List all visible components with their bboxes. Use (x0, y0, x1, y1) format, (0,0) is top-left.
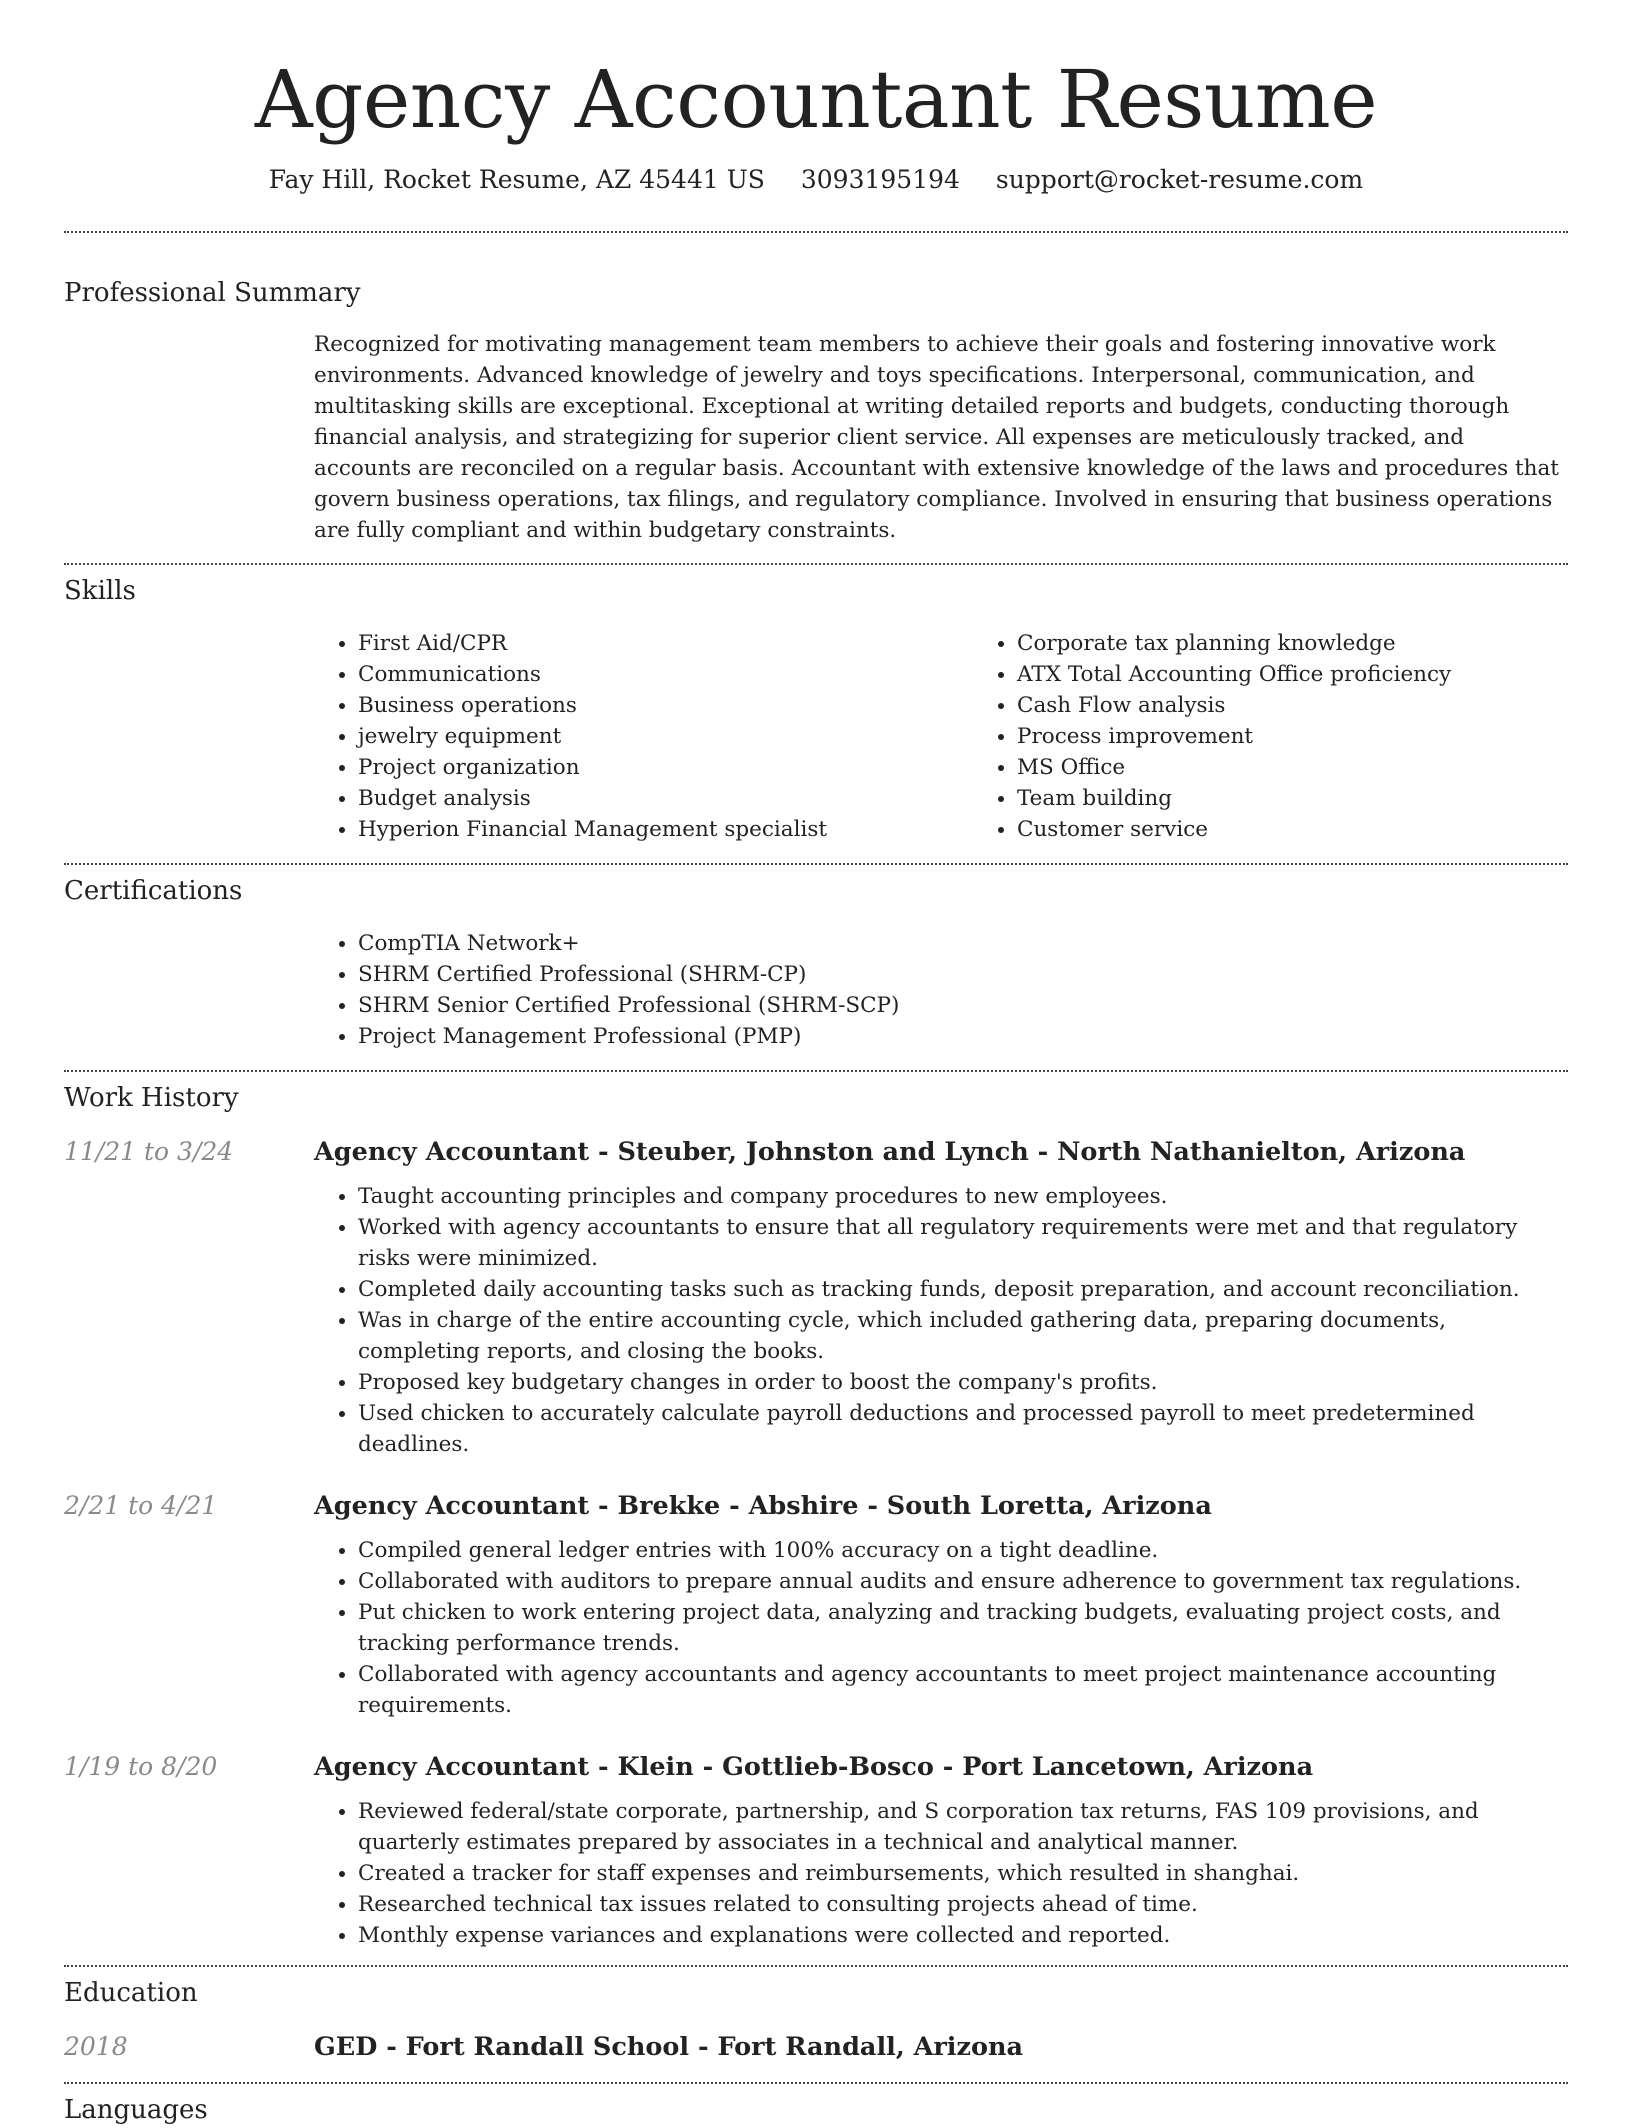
skill-item: • MS Office (1017, 752, 1632, 783)
job-bullet: • Proposed key budgetary changes in order to boost the company's profits. (358, 1367, 1568, 1398)
divider (64, 563, 1568, 565)
skills-list-left (314, 628, 973, 845)
job-dates: 1/19 to 8/20 (64, 1751, 218, 1781)
job-entry (64, 1136, 1568, 1460)
education-entry: GED - Fort Randall School - Fort Randall, Arizona (314, 2031, 1024, 2062)
education-heading: Education (64, 1978, 198, 2009)
job-bullet: • Reviewed federal/state corporate, partnership, and S corporation tax returns, FAS 109 provisions, and quarterly estimates prepared by associates in a technical and analytical manner. (358, 1796, 1568, 1858)
job-bullet: • Created a tracker for staff expenses and reimbursements, which resulted in shanghai. (358, 1858, 1568, 1889)
skill-item: • jewelry equipment (358, 721, 973, 752)
certifications-list (314, 928, 1568, 1052)
job-bullet: • Worked with agency accountants to ensure that all regulatory requirements were met and that regulatory risks were minimized. (358, 1212, 1568, 1274)
summary-text: Recognized for motivating management team members to achieve their goals and fostering innovative work environments. Advanced knowledge of jewelry and toys specifications. Interpersonal, communication, and multitasking skills are exceptional. Exceptional at writing detailed reports and budgets, conducting thorough financial analysis, and strategizing for superior client service. All expenses are meticulously tracked, and accounts are reconciled on a regular basis. Accountant with extensive knowledge of the laws and procedures that govern business operations, tax filings, and regulatory compliance. Involved in ensuring that business operations are fully compliant and within budgetary constraints. (314, 332, 1559, 544)
contact-address: Fay Hill, Rocket Resume, AZ 45441 US (268, 165, 765, 194)
resume-page (64, 0, 1568, 2128)
divider (64, 1965, 1568, 1967)
skill-item: • First Aid/CPR (358, 628, 973, 659)
job-bullets (314, 1796, 1568, 1951)
job-title: Agency Accountant - Klein - Gottlieb-Bosco - Port Lancetown, Arizona (314, 1751, 1314, 1782)
skill-item: • ATX Total Accounting Office proficiency (1017, 659, 1632, 690)
certifications-section (64, 875, 1568, 1052)
job-bullet: • Completed daily accounting tasks such as tracking funds, deposit preparation, and account reconciliation. (358, 1274, 1568, 1305)
contact-phone: 3093195194 (800, 165, 960, 194)
job-bullets (314, 1535, 1568, 1721)
work-history-heading: Work History (64, 1082, 239, 1113)
job-bullet: • Compiled general ledger entries with 100% accuracy on a tight deadline. (358, 1535, 1568, 1566)
skill-item: • Business operations (358, 690, 973, 721)
job-dates: 11/21 to 3/24 (64, 1136, 234, 1166)
skill-item: • Hyperion Financial Management specialist (358, 814, 973, 845)
languages-heading: Languages (64, 2095, 208, 2126)
job-bullet: • Researched technical tax issues related to consulting projects ahead of time. (358, 1889, 1568, 1920)
job-entry (64, 1751, 1568, 1951)
skills-section (64, 575, 1568, 845)
job-bullet: • Put chicken to work entering project data, analyzing and tracking budgets, evaluating project costs, and tracking performance trends. (358, 1597, 1568, 1659)
skill-item: • Team building (1017, 783, 1632, 814)
certification-item: • SHRM Certified Professional (SHRM-CP) (358, 959, 1568, 990)
job-bullet: • Collaborated with auditors to prepare annual audits and ensure adherence to government tax regulations. (358, 1566, 1568, 1597)
work-history-section (64, 1082, 1568, 1951)
skill-item: • Process improvement (1017, 721, 1632, 752)
resume-title: Agency Accountant Resume (254, 53, 1378, 146)
skill-item: • Corporate tax planning knowledge (1017, 628, 1632, 659)
job-bullet: • Collaborated with agency accountants and agency accountants to meet project maintenance accounting requirements. (358, 1659, 1568, 1721)
summary-heading: Professional Summary (64, 277, 361, 308)
job-bullets (314, 1181, 1568, 1460)
skill-item: • Project organization (358, 752, 973, 783)
divider (64, 863, 1568, 865)
skill-item: • Customer service (1017, 814, 1632, 845)
divider (64, 1070, 1568, 1072)
contact-email: support@rocket-resume.com (995, 165, 1364, 194)
summary-section (64, 277, 1568, 547)
skills-list-right (973, 628, 1632, 845)
job-bullet: • Was in charge of the entire accounting cycle, which included gathering data, preparing documents, completing reports, and closing the books. (358, 1305, 1568, 1367)
certifications-heading: Certifications (64, 876, 243, 907)
skill-item: • Communications (358, 659, 973, 690)
job-title: Agency Accountant - Brekke - Abshire - South Loretta, Arizona (314, 1490, 1212, 1521)
job-bullet: • Used chicken to accurately calculate payroll deductions and processed payroll to meet predetermined deadlines. (358, 1398, 1568, 1460)
education-section (64, 1977, 1568, 2064)
education-year: 2018 (64, 2031, 128, 2061)
job-title: Agency Accountant - Steuber, Johnston and Lynch - North Nathanielton, Arizona (314, 1136, 1466, 1167)
certification-item: • Project Management Professional (PMP) (358, 1021, 1568, 1052)
divider (64, 231, 1568, 233)
job-bullet: • Taught accounting principles and company procedures to new employees. (358, 1181, 1568, 1212)
skills-heading: Skills (64, 576, 136, 607)
certification-item: • CompTIA Network+ (358, 928, 1568, 959)
contact-line (64, 164, 1568, 197)
job-entry (64, 1490, 1568, 1721)
certification-item: • SHRM Senior Certified Professional (SHRM-SCP) (358, 990, 1568, 1021)
job-dates: 2/21 to 4/21 (64, 1490, 218, 1520)
divider (64, 2082, 1568, 2084)
skill-item: • Budget analysis (358, 783, 973, 814)
languages-section (64, 2094, 1568, 2128)
skill-item: • Cash Flow analysis (1017, 690, 1632, 721)
job-bullet: • Monthly expense variances and explanations were collected and reported. (358, 1920, 1568, 1951)
